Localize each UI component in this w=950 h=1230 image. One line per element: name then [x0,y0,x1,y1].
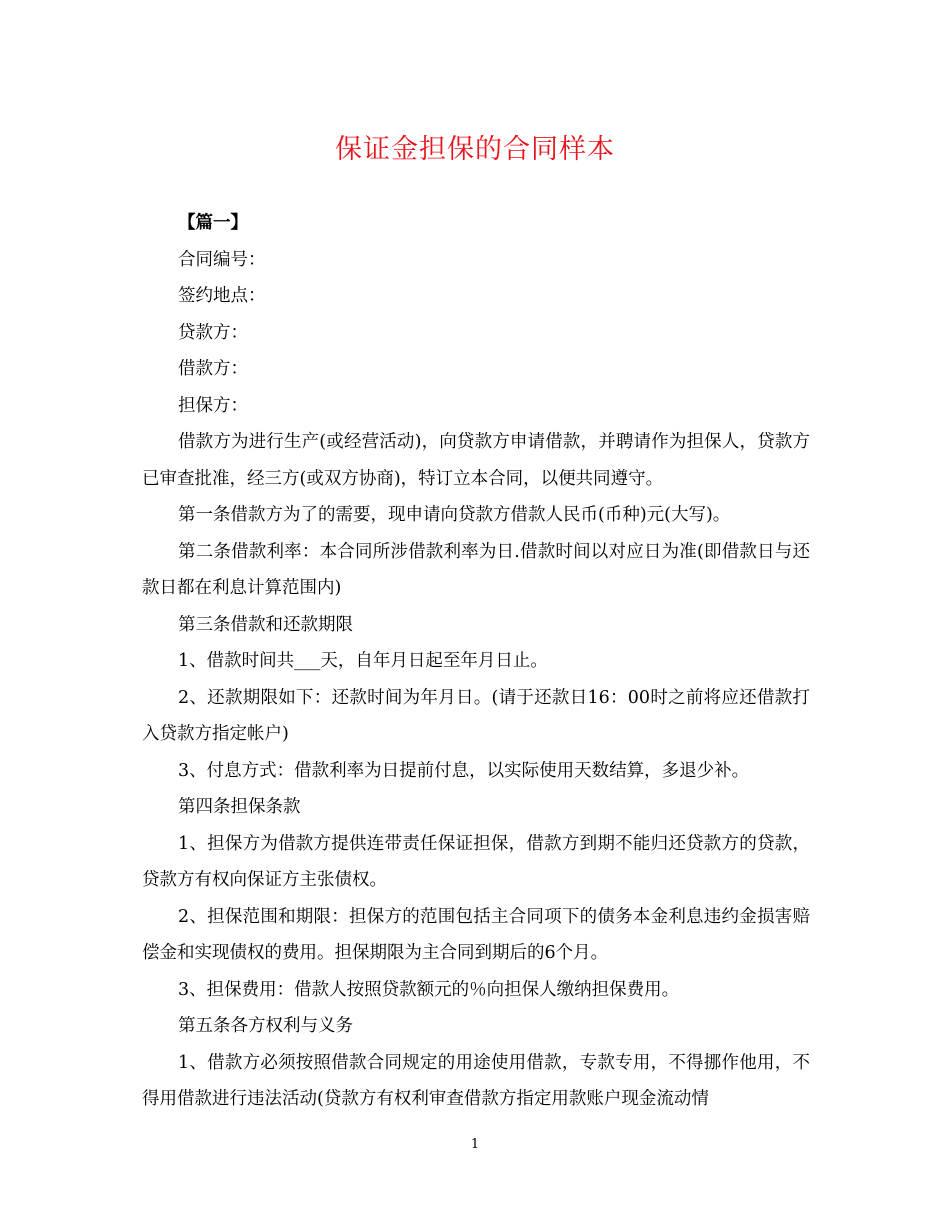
page-number: 1 [470,1137,480,1152]
article-4-item-1: 1、担保方为借款方提供连带责任保证担保，借款方到期不能归还贷款方的贷款，贷款方有权向保证方主张债权。 [142,833,810,890]
field-signing-place: 签约地点： [178,286,266,306]
document-title: 保证金担保的合同样本 [335,134,615,165]
article-1: 第一条借款方为了的需要，现申请向贷款方借款人民币(币种)元(大写)。 [178,505,731,525]
article-5-heading: 第五条各方权利与义务 [178,1016,353,1036]
article-3-item-2: 2、还款期限如下：还款时间为年月日。(请于还款日16：00时之前将应还借款打入贷款方指定帐户) [142,687,810,744]
field-contract-number: 合同编号： [178,249,266,270]
field-borrower: 借款方： [178,359,248,379]
article-5-item-1: 1、借款方必须按照借款合同规定的用途使用借款，专款专用，不得挪作他用，不得用借款进行违法活动(贷款方有权利审查借款方指定用款账户现金流动情 [142,1052,810,1109]
field-lender: 贷款方： [178,322,248,343]
article-3-item-1: 1、借款时间共___天，自年月日起至年月日止。 [178,651,548,671]
article-3-item-3: 3、付息方式：借款利率为日提前付息，以实际使用天数结算，多退少补。 [178,760,750,781]
document-body [142,205,810,1118]
section-heading: 【篇一】 [178,213,248,233]
preamble-paragraph: 借款方为进行生产(或经营活动)，向贷款方申请借款，并聘请作为担保人，贷款方已审查批准，经三方(或双方协商)，特订立本合同，以便共同遵守。 [142,432,810,489]
article-4-item-2: 2、担保范围和期限：担保方的范围包括主合同项下的债务本金利息违约金损害赔偿金和实现债权的费用。担保期限为主合同到期后的6个月。 [142,906,810,963]
field-guarantor: 担保方： [178,395,248,416]
article-3-heading: 第三条借款和还款期限 [178,614,353,635]
article-2: 第二条借款利率：本合同所涉借款利率为日.借款时间以对应日为准(即借款日与还款日都在利息计算范围内) [142,541,810,598]
article-4-heading: 第四条担保条款 [178,797,301,817]
article-4-item-3: 3、担保费用：借款人按照贷款额元的％向担保人缴纳担保费用。 [178,979,680,1000]
